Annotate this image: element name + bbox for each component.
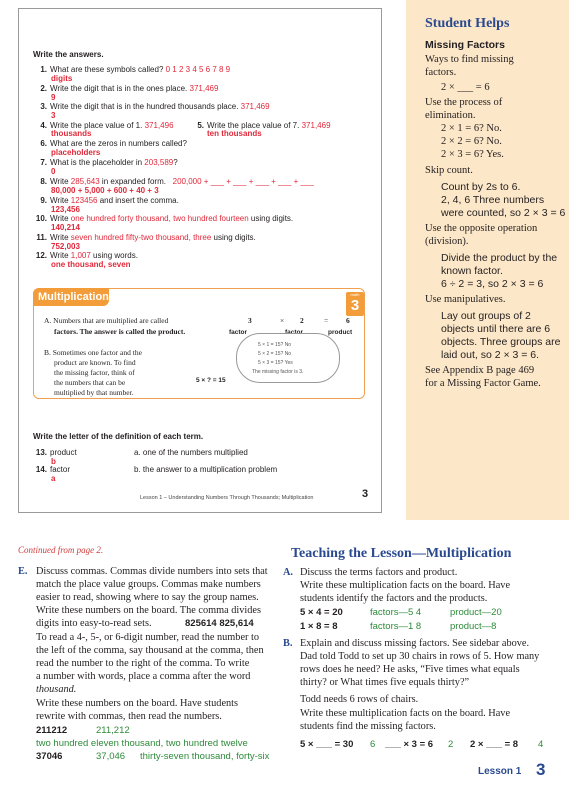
bubble-line-4: The missing factor is 3. bbox=[252, 369, 304, 375]
answer-14: a bbox=[51, 474, 56, 483]
fact-2-factors: factors—1 8 bbox=[370, 621, 422, 632]
eq-a: 3 bbox=[248, 316, 252, 325]
answer-12: one thousand, seven bbox=[51, 260, 131, 269]
eq-label-factor-1: factor bbox=[229, 329, 248, 336]
number-37046: 37046 bbox=[36, 751, 63, 762]
sidebar-line: Lay out groups of 2 bbox=[441, 310, 531, 322]
eq-c: 6 bbox=[346, 316, 350, 325]
continued-note: Continued from page 2. bbox=[18, 545, 104, 555]
question-13: 13. product bbox=[35, 448, 77, 457]
sidebar-line: factors. bbox=[425, 67, 457, 78]
fact-2-product: product—8 bbox=[450, 621, 497, 632]
question-11: 11. Write seven hundred fifty-two thousand, three using digits. bbox=[36, 233, 256, 242]
sidebar-line: 2 × 2 = 6? No. bbox=[441, 136, 502, 147]
question-14: 14. factor bbox=[35, 465, 71, 474]
sidebar-line: were counted, so 2 × 3 = 6 bbox=[441, 207, 566, 219]
sidebar-line: objects until there are 6 bbox=[441, 323, 551, 335]
b-line: rows does he need? He asks, “Five times what equals bbox=[300, 664, 520, 675]
e-line: match the place value groups. Commas make numbers bbox=[36, 579, 261, 590]
question-12: 12. Write 1,007 using words. bbox=[35, 251, 138, 260]
bubble-line-2: 5 × 2 = 15? No bbox=[258, 351, 292, 357]
number-37046-words: thirty-seven thousand, forty-six bbox=[140, 751, 270, 762]
eq-b: 2 bbox=[300, 316, 304, 325]
e-example-numbers: 825614 825,614 bbox=[185, 618, 254, 629]
part-b-line-4: the numbers that can be bbox=[54, 378, 126, 387]
sidebar-line: Count by 2s to 6. bbox=[441, 181, 521, 193]
missing-fact-1-answer: 6 bbox=[370, 739, 376, 750]
section-heading-definitions: Write the letter of the definition of each term. bbox=[33, 432, 204, 441]
e-line: thousand. bbox=[36, 684, 77, 695]
b-line: Todd needs 6 rows of chairs. bbox=[300, 694, 419, 705]
e-line: digits into easy-to-read sets. bbox=[36, 618, 152, 629]
question-1: 1. What are these symbols called? 0 1 2 3 4 5 6 7 8 9 bbox=[40, 65, 231, 74]
missing-fact-1: 5 × ___ = 30 bbox=[300, 739, 354, 750]
definition-a: a. one of the numbers multiplied bbox=[134, 448, 248, 457]
sidebar-line: 2 × 1 = 6? No. bbox=[441, 123, 502, 134]
sidebar-line: Use the process of bbox=[425, 97, 503, 108]
answer-3: 3 bbox=[51, 111, 56, 120]
question-8: 8. Write 285,643 in expanded form. 200,000 + ___ + ___ + ___ + ___ + ___ bbox=[40, 177, 314, 186]
answer-13: b bbox=[51, 457, 56, 466]
e-line: read the number to the right of the comma. To write bbox=[36, 658, 250, 669]
sidebar-line: Use the opposite operation bbox=[425, 223, 538, 234]
question-2: 2. Write the digit that is in the ones place. 371,469 bbox=[40, 84, 219, 93]
fact-1-product: product—20 bbox=[450, 607, 502, 618]
number-211212-commas: 211,212 bbox=[96, 725, 130, 736]
student-page-number: 3 bbox=[362, 488, 369, 500]
b-line: thirty? or What times five equals thirty?” bbox=[300, 677, 470, 688]
math-badge: math 3 bbox=[346, 292, 364, 316]
sidebar-line: 6 ÷ 2 = 3, so 2 × 3 = 6 bbox=[441, 278, 544, 290]
multiplication-title: Multiplication bbox=[33, 288, 109, 306]
a-line: Write these multiplication facts on the board. Have bbox=[300, 580, 511, 591]
sidebar-line: known factor. bbox=[441, 265, 503, 277]
b-line: Dad told Todd to set up 30 chairs in rows of 5. How many bbox=[300, 651, 540, 662]
sidebar-line: for a Missing Factor Game. bbox=[425, 378, 541, 389]
fact-1: 5 × 4 = 20 bbox=[300, 607, 343, 618]
thought-bubble bbox=[236, 333, 340, 383]
part-a-line-2: factors. The answer is called the product. bbox=[54, 327, 186, 336]
fact-1-factors: factors—5 4 bbox=[370, 607, 422, 618]
section-heading-answers: Write the answers. bbox=[33, 50, 104, 59]
question-7: 7. What is the placeholder in 203,589? bbox=[40, 158, 178, 167]
question-9: 9. Write 123456 and insert the comma. bbox=[40, 196, 179, 205]
answer-4: thousands bbox=[51, 129, 92, 138]
e-line: Discuss commas. Commas divide numbers into sets that bbox=[36, 566, 268, 577]
sidebar-line: objects. Three groups are bbox=[441, 336, 561, 348]
answer-5: ten thousands bbox=[207, 129, 262, 138]
answer-9: 123,456 bbox=[51, 205, 80, 214]
sidebar-line: Skip count. bbox=[425, 165, 473, 176]
number-37046-commas: 37,046 bbox=[96, 751, 126, 762]
part-b-equation: 5 × ? = 15 bbox=[196, 377, 226, 384]
definition-b: b. the answer to a multiplication problem bbox=[134, 465, 278, 474]
e-line: To read a 4-, 5-, or 6-digit number, read the number to bbox=[36, 632, 260, 643]
sidebar-line: 2, 4, 6 Three numbers bbox=[441, 194, 545, 206]
a-line: students identify the factors and the products. bbox=[300, 593, 488, 604]
a-line: Discuss the terms factors and product. bbox=[300, 567, 458, 578]
b-line: students find the missing factors. bbox=[300, 721, 436, 732]
sidebar-subtitle: Missing Factors bbox=[425, 39, 505, 51]
item-a-letter: A. bbox=[283, 567, 294, 578]
sidebar-line: laid out, so 2 × 3 = 6. bbox=[441, 349, 540, 361]
number-211212-words: two hundred eleven thousand, two hundred twelve bbox=[36, 738, 248, 749]
bubble-line-3: 5 × 3 = 15? Yes bbox=[258, 360, 293, 366]
teaching-title: Teaching the Lesson—Multiplication bbox=[291, 546, 512, 561]
item-e-letter: E. bbox=[18, 566, 28, 577]
sidebar-line: elimination. bbox=[425, 110, 476, 121]
sidebar-line: Use manipulatives. bbox=[425, 294, 506, 305]
question-5: 5. Write the place value of 7. 371,469 bbox=[197, 121, 331, 130]
e-line: Write these numbers on the board. Have students bbox=[36, 698, 239, 709]
part-b-line-3: the missing factor, think of bbox=[54, 368, 135, 377]
part-b-line-2: product are known. To find bbox=[54, 358, 136, 367]
b-line: Write these multiplication facts on the board. Have bbox=[300, 708, 511, 719]
e-line: the left of the comma, say thousand at the comma, then bbox=[36, 645, 264, 656]
e-line: a number with words, place a comma after the word bbox=[36, 671, 251, 682]
question-4: 4. Write the place value of 1. 371,496 bbox=[40, 121, 174, 130]
teacher-page-number: 3 bbox=[536, 760, 546, 779]
missing-fact-3: 2 × ___ = 8 bbox=[470, 739, 519, 750]
item-b-letter: B. bbox=[283, 638, 293, 649]
answer-8: 80,000 + 5,000 + 600 + 40 + 3 bbox=[51, 186, 159, 195]
sidebar-line: Divide the product by the bbox=[441, 252, 558, 264]
question-3: 3. Write the digit that is in the hundred thousands place. 371,469 bbox=[40, 102, 270, 111]
answer-6: placeholders bbox=[51, 148, 101, 157]
sidebar-line: 2 × ___ = 6 bbox=[441, 82, 490, 93]
answer-1: digits bbox=[51, 74, 73, 83]
eq-op: × bbox=[280, 316, 285, 325]
answer-7: 0 bbox=[51, 167, 56, 176]
missing-fact-2-answer: 2 bbox=[448, 739, 454, 750]
answer-10: 140,214 bbox=[51, 223, 80, 232]
part-b-line-5: multiplied by that number. bbox=[54, 388, 134, 397]
eq-equals: = bbox=[324, 316, 329, 325]
student-footer: Lesson 1 – Understanding Numbers Through Thousands; Multiplication bbox=[140, 495, 314, 501]
sidebar-line: 2 × 3 = 6? Yes. bbox=[441, 149, 504, 160]
sidebar-line: Ways to find missing bbox=[425, 54, 514, 65]
e-line: easier to read, showing where to say the group names. bbox=[36, 592, 259, 603]
lesson-footer: Lesson 1 bbox=[478, 766, 522, 777]
part-b-line-1: B. Sometimes one factor and the bbox=[44, 348, 142, 357]
part-a-line-1: A. Numbers that are multiplied are called bbox=[44, 316, 169, 325]
sidebar-line: See Appendix B page 469 bbox=[425, 365, 535, 376]
sidebar-title: Student Helps bbox=[425, 16, 510, 31]
answer-2: 9 bbox=[51, 93, 56, 102]
sidebar-line: (division). bbox=[425, 236, 469, 247]
missing-fact-2: ___ × 3 = 6 bbox=[385, 739, 434, 750]
bubble-line-1: 5 × 1 = 15? No bbox=[258, 342, 292, 348]
question-6: 6. What are the zeros in numbers called? bbox=[40, 139, 187, 148]
number-211212: 211212 bbox=[36, 725, 68, 736]
e-line: rewrite with commas, then read the numbers. bbox=[36, 711, 222, 722]
answer-11: 752,003 bbox=[51, 242, 80, 251]
b-line: Explain and discuss missing factors. See sidebar above. bbox=[300, 638, 530, 649]
missing-fact-3-answer: 4 bbox=[538, 739, 544, 750]
question-10: 10. Write one hundred forty thousand, two hundred fourteen using digits. bbox=[35, 214, 294, 223]
eq-label-product: product bbox=[328, 329, 353, 336]
e-line: Write these numbers on the board. The comma divides bbox=[36, 605, 262, 616]
fact-2: 1 × 8 = 8 bbox=[300, 621, 338, 632]
